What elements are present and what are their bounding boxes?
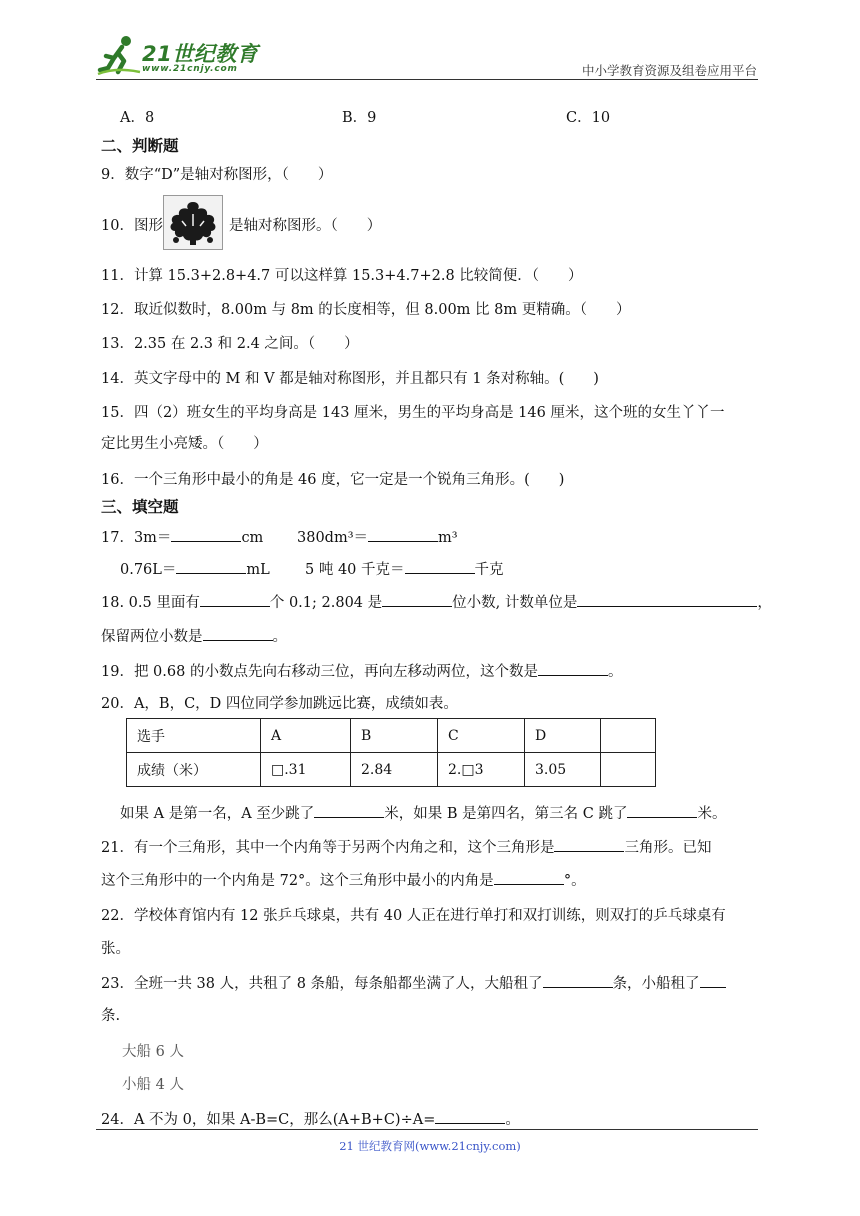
- question-17-row1b: [297, 526, 458, 547]
- section-title-fill-in: 三、填空题: [101, 498, 179, 516]
- question-13: 13．2.35 在 2.3 和 2.4 之间。（ ）: [101, 336, 359, 352]
- small-boat-label: 小船 4 人: [122, 1077, 184, 1093]
- header-divider: [96, 79, 758, 80]
- choice-a: A．8: [120, 110, 155, 126]
- answer-blank[interactable]: [405, 559, 475, 574]
- table-cell: [601, 719, 656, 753]
- q17-a-unit: cm: [241, 530, 264, 546]
- question-18-line1: [101, 591, 772, 612]
- q17-d-unit: 千克: [474, 562, 504, 578]
- question-20: 20．A，B，C，D 四位同学参加跳远比赛，成绩如表。: [101, 696, 458, 712]
- footer-divider: [96, 1129, 758, 1130]
- platform-title: 中小学教育资源及组卷应用平台: [581, 63, 757, 78]
- q18-line2-prefix: 保留两位小数是: [101, 629, 203, 645]
- question-17-row2b: [305, 558, 504, 579]
- choice-c: C．10: [566, 110, 611, 126]
- answer-blank[interactable]: [494, 870, 564, 885]
- answer-blank[interactable]: [314, 803, 384, 818]
- answer-blank[interactable]: [435, 1109, 505, 1124]
- q17-a-prefix: 17．3m＝: [101, 530, 172, 546]
- q18-part1: 18. 0.5 里面有: [101, 595, 200, 611]
- q19-text: 19．把 0.68 的小数点先向右移动三位，再向左移动两位，这个数是: [101, 664, 538, 680]
- question-18-line2: [101, 625, 287, 646]
- table-cell: 成绩（米）: [127, 753, 261, 787]
- question-17-row1: [101, 526, 263, 547]
- table-cell: 2.84: [351, 753, 438, 787]
- big-boat-label: 大船 6 人: [122, 1044, 184, 1060]
- q24-suffix: 。: [505, 1112, 520, 1128]
- q21-line2-text: 这个三角形中的一个内角是 72°。这个三角形中最小的内角是: [101, 873, 494, 889]
- answer-blank[interactable]: [171, 527, 241, 542]
- q21-line1-suffix: 三角形。已知: [624, 840, 712, 856]
- question-24: [101, 1108, 520, 1129]
- choice-b: B．9: [342, 110, 377, 126]
- score-table: [126, 718, 656, 787]
- question-23-line1: [101, 972, 726, 993]
- site-logo: [96, 34, 266, 80]
- table-row: [127, 719, 656, 753]
- answer-blank[interactable]: [538, 661, 608, 676]
- question-12: 12．取近似数时，8.00m 与 8m 的长度相等，但 8.00m 比 8m 更精确。（ ）: [101, 302, 631, 318]
- question-21-line1: [101, 836, 711, 857]
- table-cell: A: [261, 719, 351, 753]
- table-cell: C: [438, 719, 525, 753]
- table-cell: 2.□3: [438, 753, 525, 787]
- answer-blank[interactable]: [382, 592, 452, 607]
- table-cell: 3.05: [525, 753, 601, 787]
- q20-followup-part1: 如果 A 是第一名，A 至少跳了: [120, 806, 315, 822]
- table-cell: B: [351, 719, 438, 753]
- q23-text: 23．全班一共 38 人，共租了 8 条船，每条船都坐满了人，大船租了: [101, 976, 543, 992]
- q17-c-unit: mL: [246, 562, 270, 578]
- question-21-line2: [101, 869, 586, 890]
- question-9: 9．数字“D”是轴对称图形，（ ）: [101, 167, 333, 183]
- table-row: [127, 753, 656, 787]
- q20-followup-part2: 米，如果 B 是第四名，第三名 C 跳了: [384, 806, 628, 822]
- ornament-icon: [164, 196, 222, 249]
- question-19: [101, 660, 622, 681]
- question-10-suffix: 是轴对称图形。（ ）: [229, 218, 382, 234]
- q17-d-prefix: 5 吨 40 千克＝: [305, 562, 405, 578]
- answer-blank[interactable]: [554, 837, 624, 852]
- question-23-line2: 条.: [101, 1008, 121, 1024]
- q17-b-prefix: 380dm³＝: [297, 530, 369, 546]
- runner-logo-icon: [96, 34, 142, 80]
- question-22-line2: 张。: [101, 941, 130, 957]
- q18-part4: ，: [757, 595, 772, 611]
- question-22-line1: 22．学校体育馆内有 12 张乒乓球桌，共有 40 人正在进行单打和双打训练，则双打的乒乓球桌有: [101, 908, 726, 924]
- question-16: 16．一个三角形中最小的角是 46 度，它一定是一个锐角三角形。( ): [101, 472, 565, 488]
- table-cell: [601, 753, 656, 787]
- answer-blank[interactable]: [203, 626, 273, 641]
- question-15-line1: 15．四（2）班女生的平均身高是 143 厘米，男生的平均身高是 146 厘米，这个班的女生丫丫一: [101, 405, 725, 421]
- q21-line2-suffix: °。: [563, 873, 586, 889]
- question-14: 14．英文字母中的 M 和 V 都是轴对称图形，并且都只有 1 条对称轴。( ): [101, 371, 599, 387]
- q17-c-prefix: 0.76L＝: [120, 562, 177, 578]
- answer-blank[interactable]: [577, 592, 757, 607]
- answer-blank[interactable]: [543, 973, 613, 988]
- q21-line1-text: 21．有一个三角形，其中一个内角等于另两个内角之和，这个三角形是: [101, 840, 555, 856]
- question-11: 11．计算 15.3+2.8+4.7 可以这样算 15.3+4.7+2.8 比较简便．（ ）: [101, 268, 583, 284]
- answer-blank[interactable]: [200, 592, 270, 607]
- q23-mid-text: 条，小船租了: [612, 976, 700, 992]
- q24-text: 24．A 不为 0，如果 A-B=C，那么(A+B+C)÷A=: [101, 1112, 436, 1128]
- table-cell: □.31: [261, 753, 351, 787]
- table-cell: D: [525, 719, 601, 753]
- question-10-prefix: 10．图形: [101, 218, 163, 234]
- logo-brand-text: 21世纪教育: [142, 42, 259, 66]
- answer-blank[interactable]: [176, 559, 246, 574]
- question-15-line2: 定比男生小亮矮。（ ）: [101, 436, 268, 452]
- answer-blank[interactable]: [627, 803, 697, 818]
- footer-link[interactable]: 21 世纪教育网(www.21cnjy.com): [339, 1139, 521, 1153]
- table-cell: 选手: [127, 719, 261, 753]
- q18-part2: 个 0.1; 2.804 是: [269, 595, 383, 611]
- q18-line2-suffix: 。: [272, 629, 287, 645]
- q17-b-unit: m³: [438, 530, 458, 546]
- section-title-judgement: 二、判断题: [101, 137, 179, 155]
- q19-suffix: 。: [607, 664, 623, 680]
- q20-followup-part3: 米。: [697, 806, 727, 822]
- q18-part3: 位小数, 计数单位是: [452, 595, 578, 611]
- question-17-row2: [120, 558, 270, 579]
- logo-url-text: www.21cnjy.com: [142, 64, 238, 74]
- question-20-followup: [120, 802, 726, 823]
- answer-blank[interactable]: [368, 527, 438, 542]
- answer-blank[interactable]: [700, 973, 726, 988]
- ornament-figure-image: [163, 195, 223, 250]
